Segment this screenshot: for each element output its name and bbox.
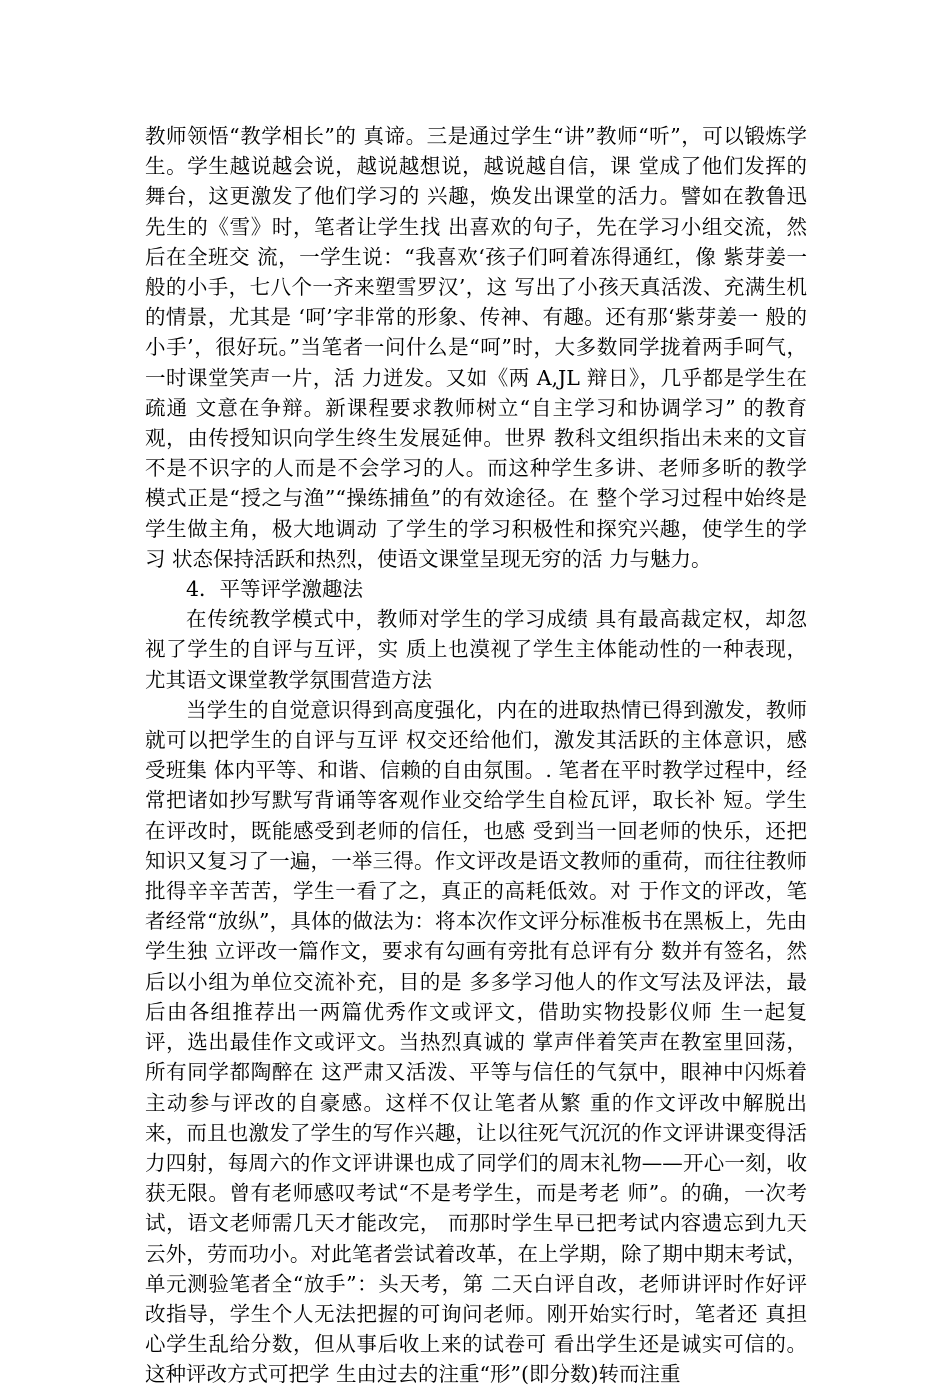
section-heading: 4．平等评学激趣法 bbox=[186, 577, 364, 602]
paragraph: 在传统教学模式中，教师对学生的学习成绩 具有最高裁定权，却忽视了学生的自评与互评，实 质上也漠视了学生主体能动性的一种表现，尤其语文课堂教学氛围营造方法 bbox=[145, 607, 807, 692]
document-body bbox=[145, 121, 807, 1390]
paragraph-continued: 教师领悟“教学相长”的 真谛。三是通过学生“讲”教师“听”，可以锻炼学 生。学生越说越会说，越说越想说，越说越自信，课 堂成了他们发挥的舞台，这更激发了他们学习的 兴趣，焕发出课堂的活力。譬如在教鲁迅先生的《雪》时，笔者让学生找 出喜欢的句子，先在学习小组交流，然后在全班交 流，一学生说：“我喜欢‘孩子们呵着冻得通红，像 紫芽姜一般的小手，七八个一齐来塑雪罗汉’，这 写出了小孩天真活泼、充满生机的情景，尤其是 ‘呵’字非常的形象、传神、有趣。还有那‘紫芽姜一 般的小手’，很好玩。”当笔者一问什么是“呵”时，大多数同学拢着两手呵气，一时课堂笑声一片，活 力迸发。又如《两 A,JL 辩日》，几乎都是学生在疏通 文意在争辩。新课程要求教师树立“自主学习和协调学习” 的教育观，由传授知识向学生终生发展延伸。世界 教科文组织指出未来的文盲不是不识字的人而是不会学习的人。而这种学生多讲、老师多昕的教学 模式正是“授之与渔”“操练捕鱼”的有效途径。在 整个学习过程中始终是学生做主角，极大地调动 了学生的学习积极性和探究兴趣，使学生的学习 状态保持活跃和热烈，使语文课堂呈现无穷的活 力与魅力。 bbox=[145, 124, 807, 571]
paragraph: 当学生的自觉意识得到高度强化，内在的进取热情已得到激发，教师就可以把学生的自评与互评 权交还给他们，激发其活跃的主体意识，感受班集 体内平等、和谐、信赖的自由氛围。. 笔者在平时教学过程中，经常把诸如抄写默写背诵等客观作业交给学生自检瓦评，取长补 短。学生在评改时，既能感受到老师的信任，也感 受到当一回老师的快乐，还把知识又复习了一遍，一举三得。作文评改是语文教师的重荷，而往往教师批得辛辛苦苦，学生一看了之，真正的高耗低效。对 于作文的评改，笔者经常“放纵”，具体的做法为：将本次作文评分标准板书在黑板上，先由学生独 立评改一篇作文，要求有勾画有旁批有总评有分 数并有签名，然后以小组为单位交流补充，目的是 多多学习他人的作文写法及评法，最后由各组推荐出一两篇优秀作文或评文，借助实物投影仪师 生一起复评，选出最佳作文或评文。当热烈真诚的 掌声伴着笑声在教室里回荡，所有同学都陶醉在 这严肃又活泼、平等与信任的气氛中，眼神中闪烁着主动参与评改的自豪感。这样不仅让笔者从繁 重的作文评改中解脱出来，而且也激发了学生的写作兴趣，让以往死气沉沉的作文评讲课变得活 力四射，每周六的作文评讲课也成了同学们的周末礼物——开心一刻，收获无限。曾有老师感叹考试“不是考学生，而是考老 师”。的确，一次考试，语文老师需几天才能改完， 而那时学生早已把考试内容遗忘到九天云外，劳而功小。对此笔者尝试着改革，在上学期，除了期中期末考试，单元测验笔者全“放手”：头天考，第 二天白评自改，老师讲评时作好评改指导，学生个人无法把握的可询问老师。刚开始实行时，笔者还 真担心学生乱给分数，但从事后收上来的试卷可 看出学生还是诚实可信的。这种评改方式可把学 生由过去的注重“形”(即分数)转而注重 bbox=[145, 697, 807, 1387]
